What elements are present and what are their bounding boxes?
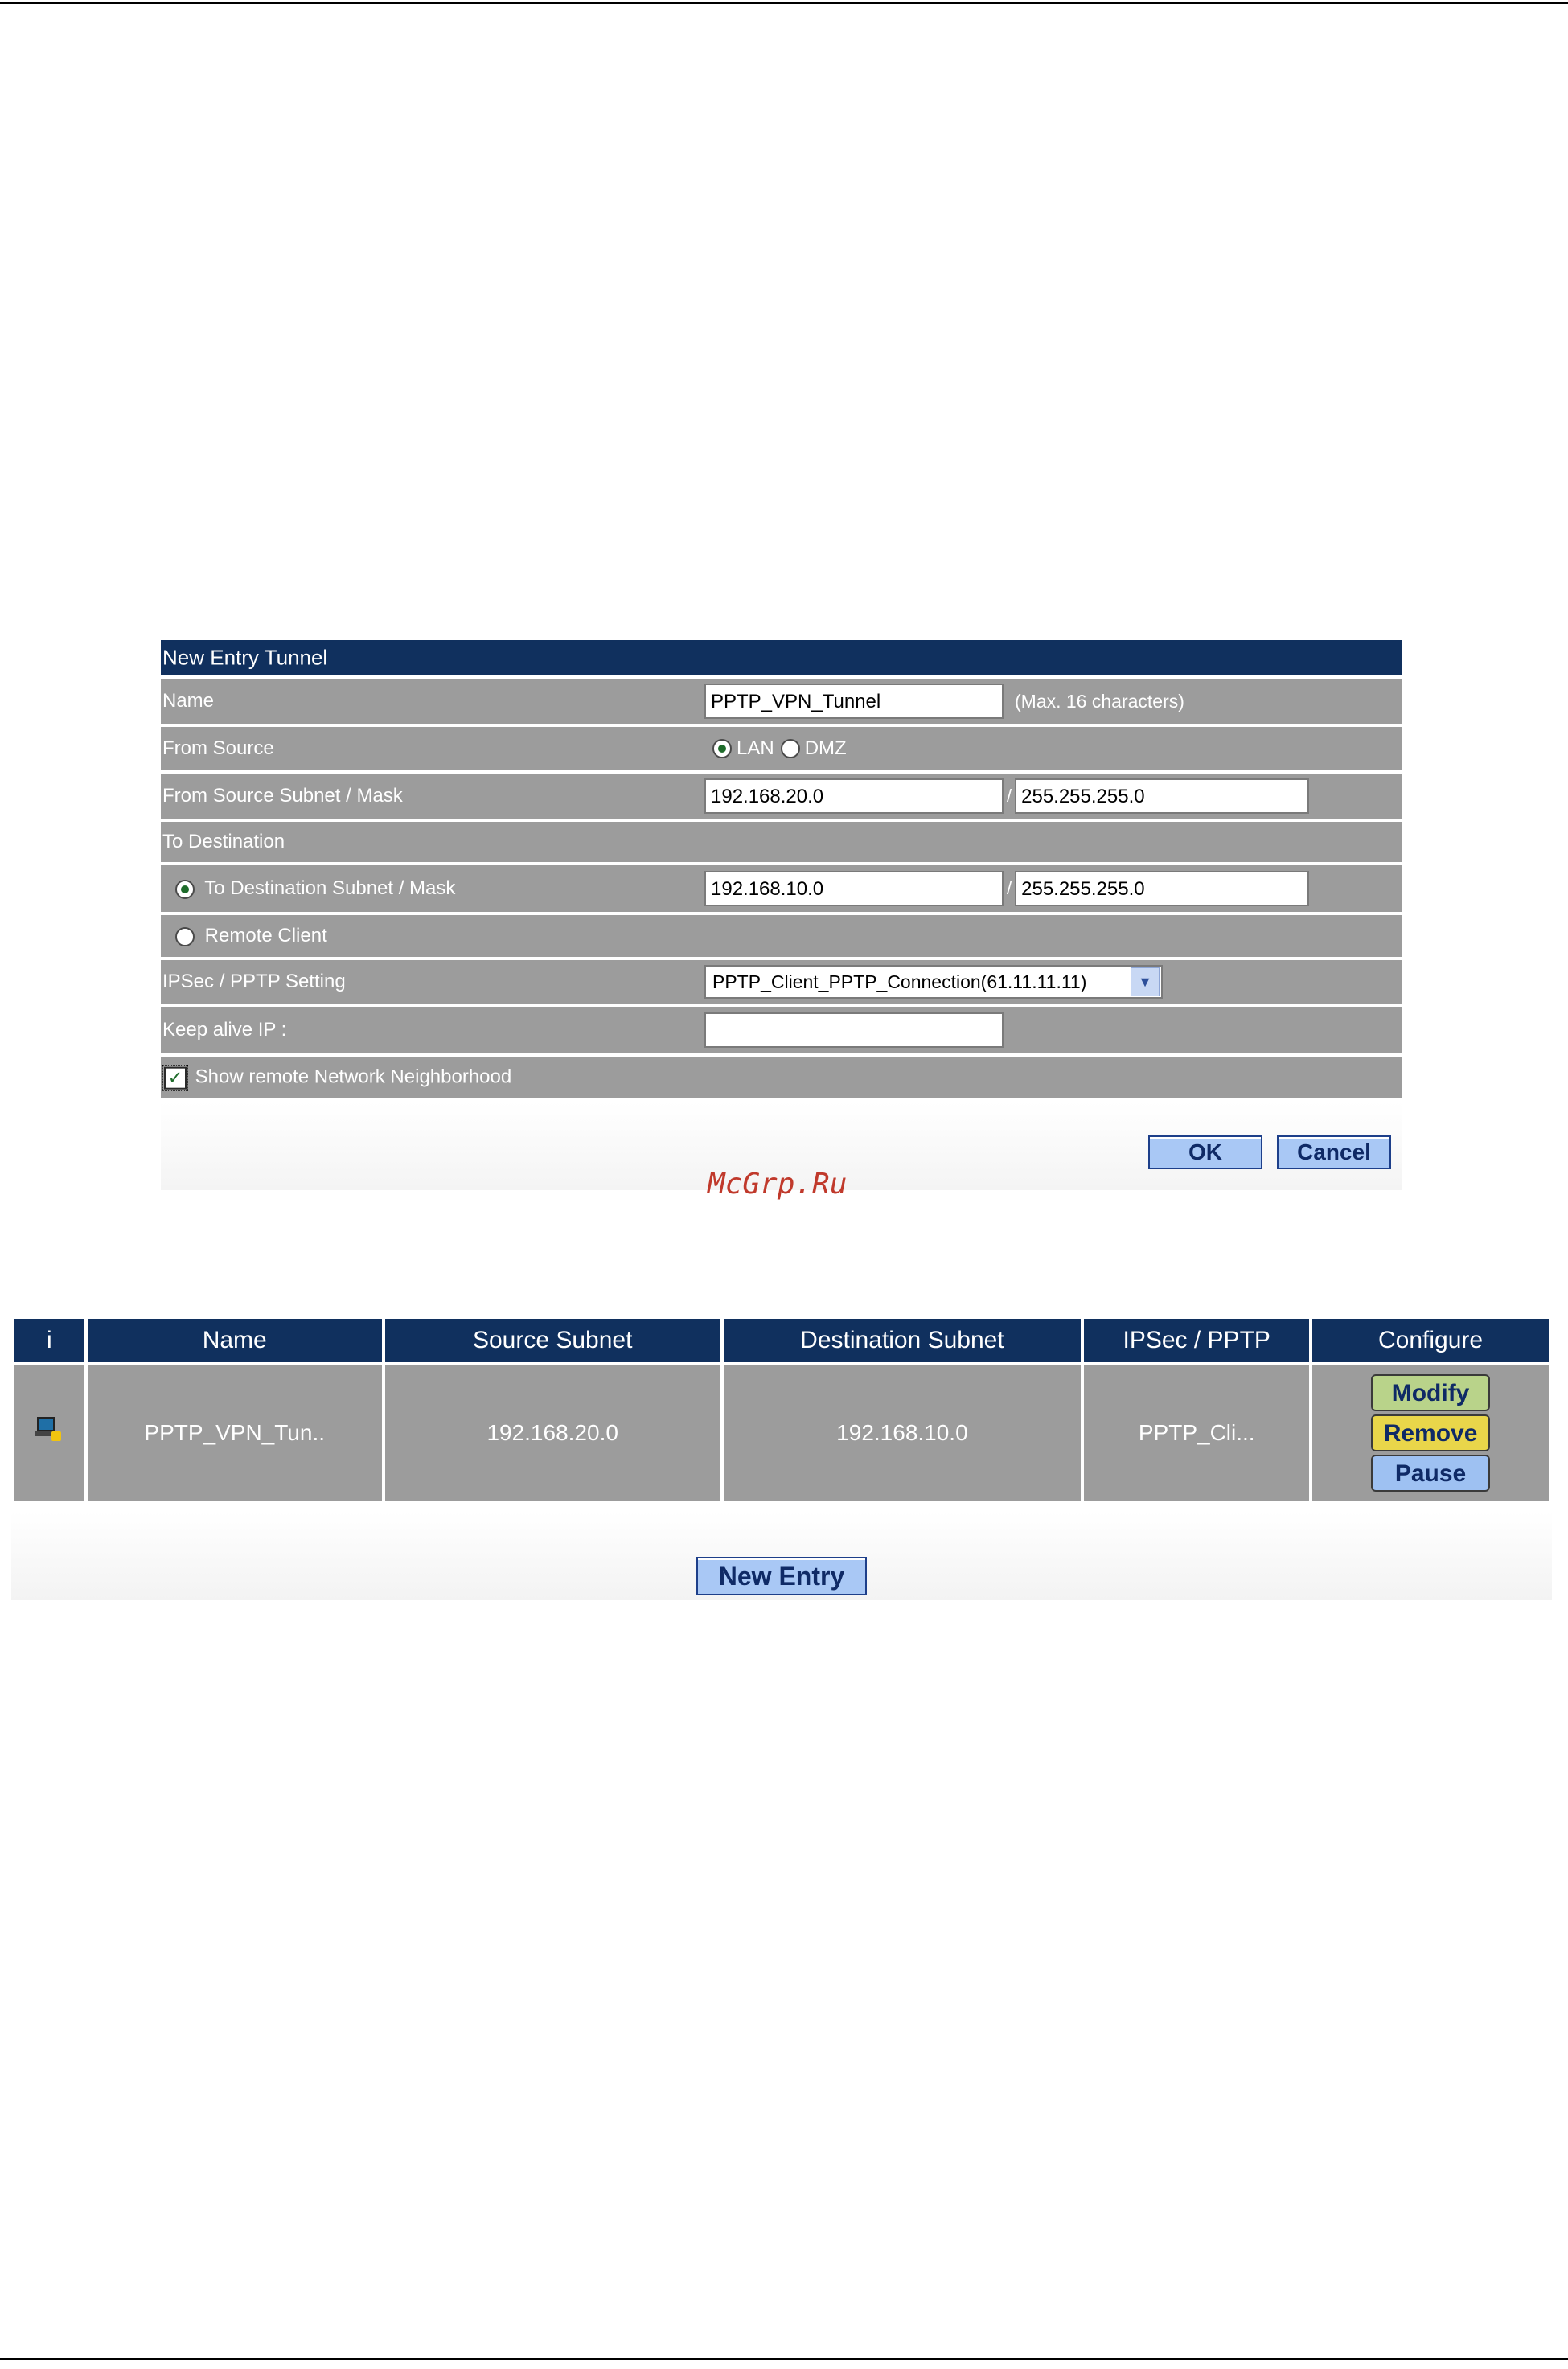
table-header-row <box>14 1319 1549 1362</box>
col-i: i <box>14 1319 84 1362</box>
remote-client-group <box>175 925 327 947</box>
col-source: Source Subnet <box>385 1319 720 1362</box>
keepalive-row <box>161 1007 1402 1057</box>
to-destination-row <box>161 822 1402 865</box>
row-icon-cell <box>14 1362 84 1501</box>
ipsec-row <box>161 960 1402 1007</box>
source-subnet-row <box>161 774 1402 822</box>
dest-subnet-radio[interactable] <box>175 880 195 899</box>
row-source: 192.168.20.0 <box>385 1362 720 1501</box>
col-ipsec: IPSec / PPTP <box>1084 1319 1309 1362</box>
source-mask-input[interactable]: 255.255.255.0 <box>1015 778 1309 814</box>
table-button-bar <box>11 1512 1552 1600</box>
remote-client-label: Remote Client <box>204 925 327 946</box>
from-source-row <box>161 727 1402 774</box>
name-hint: (Max. 16 characters) <box>1015 690 1184 712</box>
dest-slash: / <box>1007 878 1012 898</box>
lan-radio-label: LAN <box>737 737 774 759</box>
lan-radio[interactable] <box>712 739 732 758</box>
form-header <box>161 640 1402 679</box>
keepalive-input[interactable] <box>704 1012 1004 1048</box>
ipsec-select-value: PPTP_Client_PPTP_Connection(61.11.11.11) <box>712 971 1087 992</box>
name-label: Name <box>162 690 215 712</box>
col-dest: Destination Subnet <box>724 1319 1082 1362</box>
top-rule <box>0 2 1568 4</box>
remote-client-row <box>161 915 1402 960</box>
modify-button[interactable]: Modify <box>1371 1374 1490 1411</box>
bottom-rule <box>0 2358 1568 2360</box>
remove-button[interactable]: Remove <box>1371 1414 1490 1451</box>
col-name: Name <box>88 1319 382 1362</box>
source-subnet-label: From Source Subnet / Mask <box>162 785 403 807</box>
ok-button[interactable]: OK <box>1148 1135 1262 1169</box>
col-configure: Configure <box>1312 1319 1549 1362</box>
watermark: McGrp.Ru <box>708 1168 848 1201</box>
form-title: New Entry Tunnel <box>162 645 328 670</box>
dmz-radio-label: DMZ <box>804 737 847 759</box>
row-ipsec: PPTP_Cli... <box>1084 1362 1309 1501</box>
new-entry-button[interactable]: New Entry <box>696 1557 867 1595</box>
table-row <box>14 1362 1549 1501</box>
dest-subnet-label-group <box>175 877 455 900</box>
row-name: PPTP_VPN_Tun.. <box>88 1362 382 1501</box>
dmz-radio[interactable] <box>781 739 800 758</box>
show-nn-group <box>164 1066 511 1090</box>
remote-client-radio[interactable] <box>175 927 195 946</box>
keepalive-label: Keep alive IP : <box>162 1019 287 1041</box>
new-entry-tunnel-form <box>161 640 1402 1190</box>
row-configure <box>1312 1362 1549 1501</box>
dest-subnet-input[interactable]: 192.168.10.0 <box>704 871 1004 906</box>
source-subnet-input[interactable]: 192.168.20.0 <box>704 778 1004 814</box>
row-dest: 192.168.10.0 <box>724 1362 1082 1501</box>
subnet-slash: / <box>1007 786 1012 806</box>
ipsec-select[interactable] <box>704 965 1163 999</box>
name-input[interactable]: PPTP_VPN_Tunnel <box>704 684 1004 719</box>
dest-mask-input[interactable]: 255.255.255.0 <box>1015 871 1309 906</box>
tunnel-table <box>11 1319 1552 1501</box>
from-source-label: From Source <box>162 737 274 759</box>
dest-subnet-label: To Destination Subnet / Mask <box>204 877 456 899</box>
vpn-tunnel-icon <box>35 1417 63 1444</box>
show-nn-row <box>161 1057 1402 1102</box>
dest-subnet-row <box>161 865 1402 915</box>
name-row <box>161 679 1402 727</box>
to-destination-label: To Destination <box>162 831 285 852</box>
pause-button[interactable]: Pause <box>1371 1455 1490 1492</box>
show-nn-checkbox[interactable]: ✓ <box>164 1066 187 1089</box>
show-nn-label: Show remote Network Neighborhood <box>195 1065 512 1088</box>
ipsec-label: IPSec / PPTP Setting <box>162 971 346 992</box>
cancel-button[interactable]: Cancel <box>1277 1135 1391 1169</box>
chevron-down-icon[interactable]: ▼ <box>1131 967 1160 996</box>
